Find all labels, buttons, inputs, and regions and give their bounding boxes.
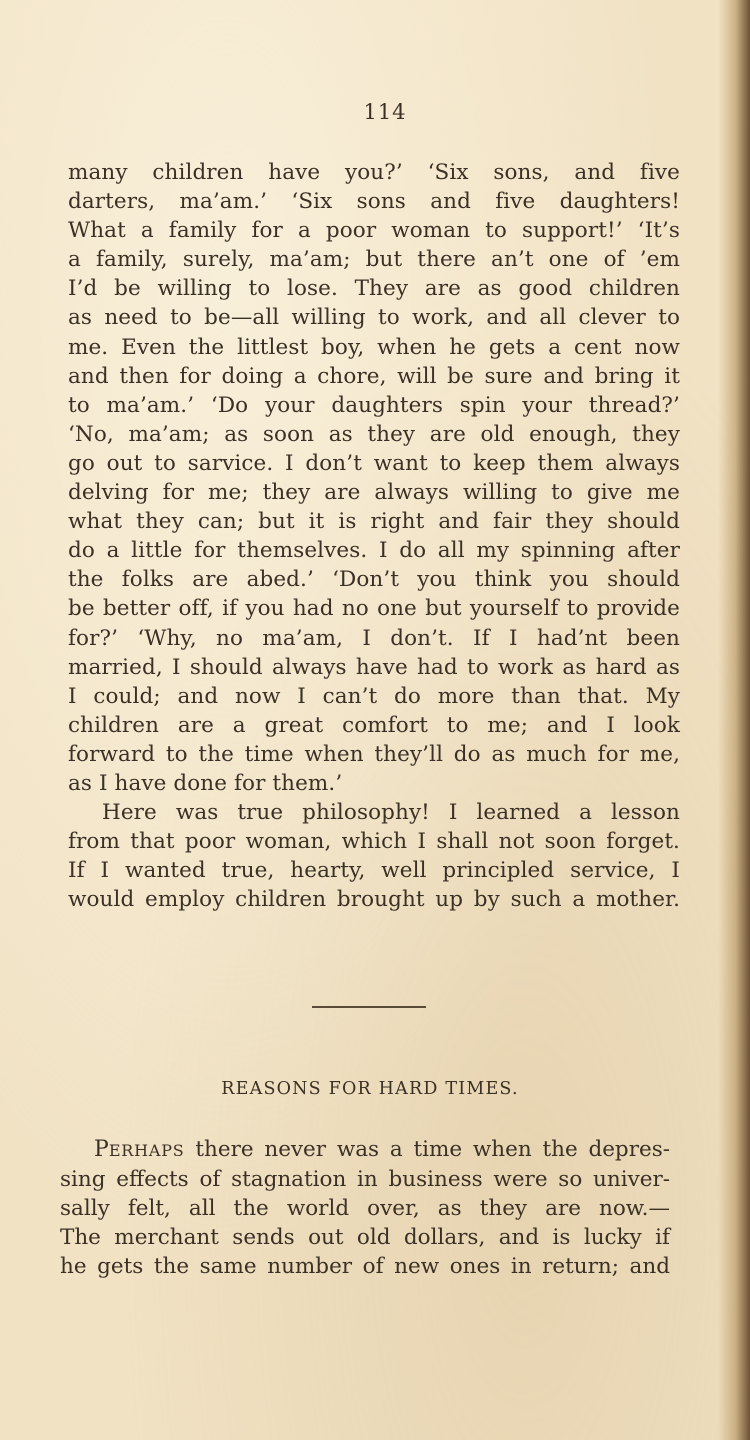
text-line: would employ children brought up by such a mother. (68, 887, 680, 913)
text-line: for?’ ‘Why, no ma’am, I don’t. If I had’nt been (68, 625, 680, 651)
text-line: delving for me; they are always willing to give me (68, 480, 680, 506)
text-line: a family, surely, ma’am; but there an’t one of ’em (68, 247, 680, 273)
text-line: what they can; but it is right and fair they should (68, 509, 680, 535)
page-edge-shadow (718, 0, 750, 1440)
text-line: married, I should always have had to work as hard as (68, 654, 680, 680)
text-line: What a family for a poor woman to support!’ ‘It’s (68, 218, 680, 244)
text-line: he gets the same number of new ones in return; and (60, 1254, 670, 1280)
text-span: there never was a time when the depres- (184, 1137, 670, 1162)
text-line: If I wanted true, hearty, well principled service, I (68, 858, 680, 884)
text-line: The merchant sends out old dollars, and is lucky if (60, 1225, 670, 1251)
page-number: 114 (363, 100, 407, 124)
text-line: darters, ma’am.’ ‘Six sons and five daughters! (68, 189, 680, 215)
text-line: sally felt, all the world over, as they are now.— (60, 1196, 670, 1222)
text-line: to ma’am.’ ‘Do your daughters spin your thread?’ (68, 392, 680, 418)
small-caps-initial: P (94, 1137, 109, 1162)
small-caps-rest: ERHAPS (108, 1141, 185, 1160)
text-line (60, 1135, 670, 1165)
text-line: I could; and now I can’t do more than that. My (68, 683, 680, 709)
text-line: I’d be willing to lose. They are as good children (68, 276, 680, 302)
text-line: and then for doing a chore, will be sure and bring it (68, 363, 680, 389)
text-line: forward to the time when they’ll do as much for me, (68, 741, 680, 767)
dialogue-paragraph (68, 158, 680, 914)
text-line: many children have you?’ ‘Six sons, and five (68, 160, 680, 185)
text-line: children are a great comfort to me; and I look (68, 712, 680, 738)
text-line: me. Even the littlest boy, when he gets a cent now (68, 334, 680, 360)
text-line: from that poor woman, which I shall not soon forget. (68, 829, 680, 855)
text-line: go out to sarvice. I don’t want to keep them always (68, 450, 680, 476)
text-line: do a little for themselves. I do all my spinning after (68, 538, 680, 564)
text-line: as I have done for them.’ (68, 770, 343, 796)
text-line: the folks are abed.’ ‘Don’t you think you should (68, 567, 680, 593)
text-line: be better off, if you had no one but yourself to provide (68, 596, 680, 622)
text-line: Here was true philosophy! I learned a lesson (102, 800, 680, 826)
section-paragraph (60, 1135, 670, 1281)
text-line: sing effects of stagnation in business were so univer- (60, 1167, 670, 1193)
text-line: ‘No, ma’am; as soon as they are old enough, they (68, 421, 680, 447)
section-divider (312, 1006, 426, 1008)
section-heading: REASONS FOR HARD TIMES. (221, 1079, 519, 1099)
text-line: as need to be—all willing to work, and all clever to (68, 305, 680, 331)
